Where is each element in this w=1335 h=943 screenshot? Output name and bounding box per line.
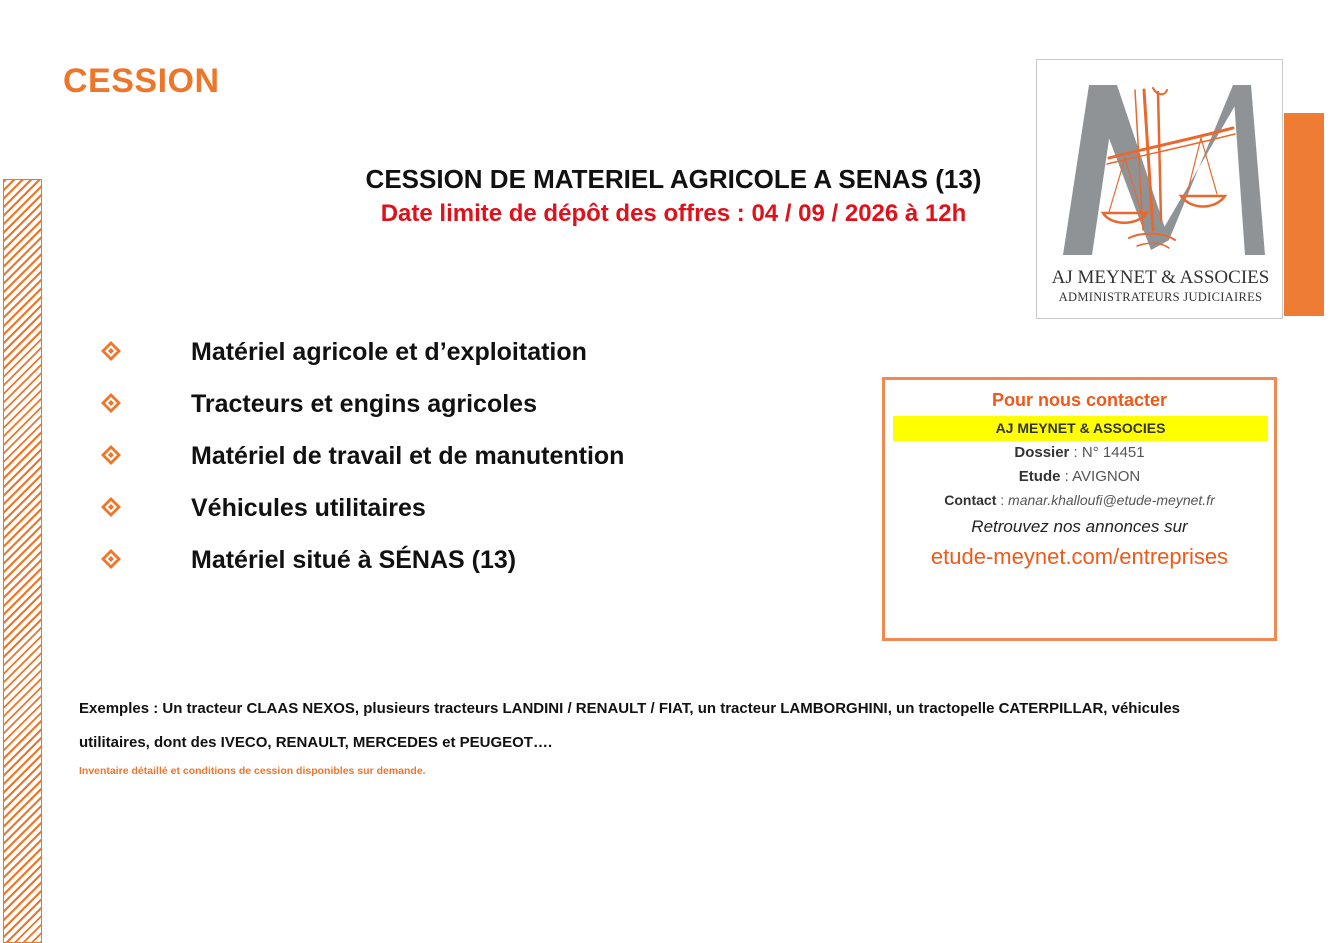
list-item-label: Tracteurs et engins agricoles — [191, 390, 537, 418]
offer-deadline: Date limite de dépôt des offres : 04 / 09 / 2026 à 12h — [380, 200, 967, 227]
listings-prompt: Retrouvez nos annonces sur — [971, 517, 1188, 536]
contact-email-link[interactable]: manar.khalloufi@etude-meynet.fr — [1008, 492, 1215, 508]
diamond-bullet-icon — [100, 392, 122, 414]
diamond-bullet-icon — [100, 548, 122, 570]
logo-company-name: AJ MEYNET & ASSOCIES — [1051, 267, 1270, 288]
etude-value: AVIGNON — [1072, 468, 1141, 485]
scales-of-justice-monogram-icon — [1037, 60, 1284, 265]
section-label: CESSION — [63, 62, 220, 100]
etude-label: Etude — [1018, 468, 1061, 485]
inventory-note: Inventaire détaillé et conditions de cession disponibles sur demande. — [79, 765, 426, 777]
contact-box — [882, 377, 1277, 641]
decorative-hatched-band — [3, 179, 42, 943]
decorative-orange-tab — [1284, 113, 1324, 316]
diamond-bullet-icon — [100, 340, 122, 362]
dossier-label: Dossier — [1014, 444, 1070, 461]
diamond-bullet-icon — [100, 444, 122, 466]
website-link[interactable]: etude-meynet.com/entreprises — [930, 544, 1229, 569]
logo-company-subtitle: ADMINISTRATEURS JUDICIAIRES — [1058, 290, 1263, 304]
page-title: CESSION DE MATERIEL AGRICOLE A SENAS (13) — [365, 164, 982, 194]
contact-firm-name: AJ MEYNET & ASSOCIES — [893, 416, 1268, 441]
contact-label: Contact — [944, 492, 997, 508]
list-item-label: Matériel situé à SÉNAS (13) — [191, 546, 517, 574]
dossier-row: Dossier : N° 14451 — [1014, 444, 1145, 461]
examples-text: Exemples : Un tracteur CLAAS NEXOS, plusieurs tracteurs LANDINI / RENAULT / FIAT, un tracteur LAMBORGHINI, un tractopelle CATERPILLAR, véhicules utilitaires, dont des IVECO, RENAULT, MERCEDES et PEUGEOT…. — [79, 700, 1180, 751]
diamond-bullet-icon — [100, 496, 122, 518]
list-item-label: Matériel agricole et d’exploitation — [191, 338, 587, 366]
list-item-label: Véhicules utilitaires — [191, 494, 426, 522]
contact-title: Pour nous contacter — [991, 390, 1168, 410]
etude-row: Etude : AVIGNON — [1018, 468, 1141, 485]
contact-row: Contact : manar.khalloufi@etude-meynet.fr — [944, 492, 1215, 508]
dossier-value: N° 14451 — [1081, 444, 1145, 461]
list-item-label: Matériel de travail et de manutention — [191, 442, 625, 470]
